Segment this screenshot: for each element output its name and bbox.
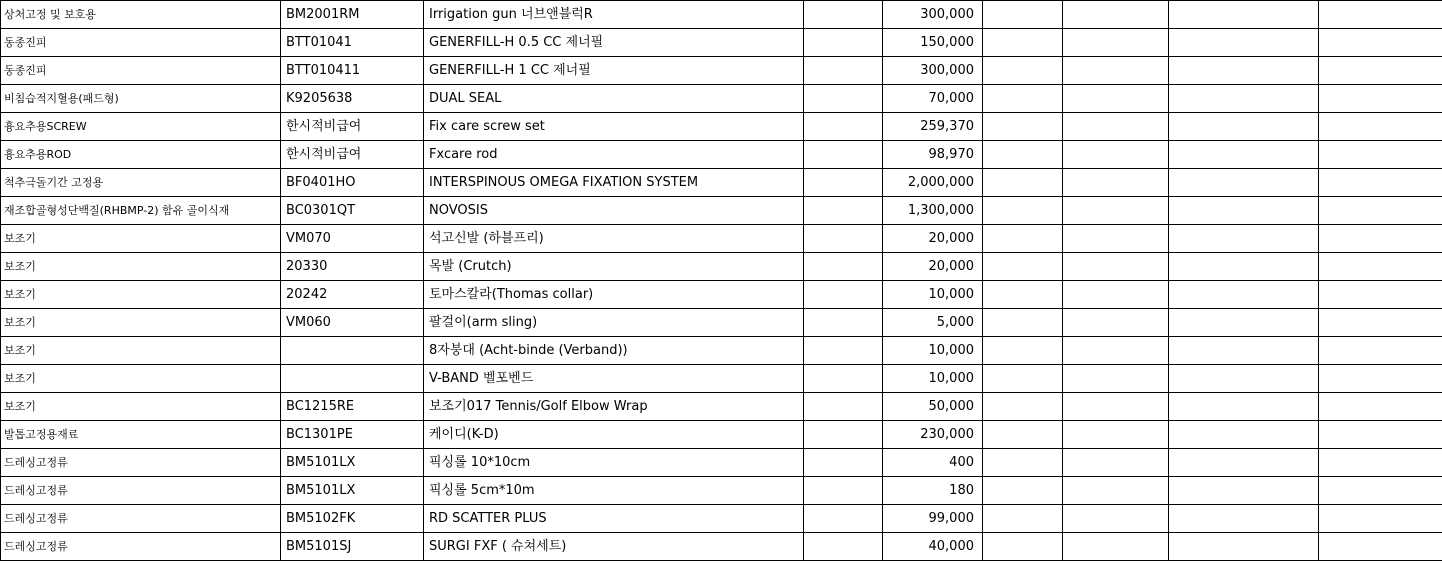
product-name-cell[interactable]: 토마스칼라(Thomas collar): [424, 281, 804, 309]
empty-cell[interactable]: [1063, 197, 1169, 225]
product-name-cell[interactable]: 픽싱롤 5cm*10m: [424, 477, 804, 505]
empty-cell[interactable]: [1169, 365, 1319, 393]
product-name-cell[interactable]: 8자붕대 (Acht-binde (Verband)): [424, 337, 804, 365]
empty-cell[interactable]: [1063, 57, 1169, 85]
category-cell[interactable]: 보조기: [1, 309, 281, 337]
empty-cell[interactable]: [804, 113, 883, 141]
empty-cell[interactable]: [1063, 421, 1169, 449]
product-name-cell[interactable]: DUAL SEAL: [424, 85, 804, 113]
category-cell[interactable]: 보조기: [1, 225, 281, 253]
empty-cell[interactable]: [1169, 225, 1319, 253]
category-cell[interactable]: 재조합골형성단백질(RHBMP-2) 함유 골이식재: [1, 197, 281, 225]
table-row: [1, 505, 1442, 533]
table-row: [1, 309, 1442, 337]
empty-cell[interactable]: [983, 533, 1063, 561]
empty-cell[interactable]: [983, 57, 1063, 85]
empty-cell[interactable]: [983, 141, 1063, 169]
empty-cell[interactable]: [804, 197, 883, 225]
product-name-cell[interactable]: Irrigation gun 너브앤블럭R: [424, 1, 804, 29]
empty-cell[interactable]: [983, 253, 1063, 281]
price-cell[interactable]: 300,000: [883, 57, 983, 85]
product-name-cell[interactable]: 팔걸이(arm sling): [424, 309, 804, 337]
table-row: [1, 85, 1442, 113]
table-row: [1, 477, 1442, 505]
table-row: [1, 393, 1442, 421]
empty-cell[interactable]: [983, 337, 1063, 365]
price-cell[interactable]: 10,000: [883, 337, 983, 365]
empty-cell[interactable]: [983, 85, 1063, 113]
empty-cell[interactable]: [804, 393, 883, 421]
empty-cell[interactable]: [1169, 449, 1319, 477]
category-cell[interactable]: 흉요추용SCREW: [1, 113, 281, 141]
spreadsheet-body: [1, 1, 1442, 561]
product-name-cell[interactable]: INTERSPINOUS OMEGA FIXATION SYSTEM: [424, 169, 804, 197]
category-cell[interactable]: 보조기: [1, 393, 281, 421]
code-cell[interactable]: 한시적비급여: [281, 113, 424, 141]
price-cell[interactable]: 300,000: [883, 1, 983, 29]
price-cell[interactable]: 99,000: [883, 505, 983, 533]
table-row: [1, 225, 1442, 253]
code-cell[interactable]: BM5102FK: [281, 505, 424, 533]
category-cell[interactable]: 보조기: [1, 365, 281, 393]
table-row: [1, 141, 1442, 169]
category-cell[interactable]: 동종진피: [1, 29, 281, 57]
empty-cell[interactable]: [804, 337, 883, 365]
empty-cell[interactable]: [1319, 1, 1442, 29]
product-name-cell[interactable]: 보조기017 Tennis/Golf Elbow Wrap: [424, 393, 804, 421]
category-cell[interactable]: 보조기: [1, 253, 281, 281]
empty-cell[interactable]: [1169, 85, 1319, 113]
empty-cell[interactable]: [1169, 57, 1319, 85]
table-row: [1, 57, 1442, 85]
table-row: [1, 421, 1442, 449]
empty-cell[interactable]: [1169, 309, 1319, 337]
empty-cell[interactable]: [983, 29, 1063, 57]
empty-cell[interactable]: [1319, 113, 1442, 141]
empty-cell[interactable]: [1319, 365, 1442, 393]
empty-cell[interactable]: [1319, 393, 1442, 421]
product-name-cell[interactable]: NOVOSIS: [424, 197, 804, 225]
category-cell[interactable]: 상처고정 및 보호용: [1, 1, 281, 29]
empty-cell[interactable]: [1063, 169, 1169, 197]
empty-cell[interactable]: [1319, 253, 1442, 281]
empty-cell[interactable]: [1063, 365, 1169, 393]
empty-cell[interactable]: [1169, 281, 1319, 309]
empty-cell[interactable]: [983, 113, 1063, 141]
empty-cell[interactable]: [804, 421, 883, 449]
empty-cell[interactable]: [1319, 29, 1442, 57]
category-cell[interactable]: 흉요추용ROD: [1, 141, 281, 169]
empty-cell[interactable]: [1169, 197, 1319, 225]
product-name-cell[interactable]: Fix care screw set: [424, 113, 804, 141]
code-cell[interactable]: K9205638: [281, 85, 424, 113]
code-cell[interactable]: BC1215RE: [281, 393, 424, 421]
empty-cell[interactable]: [804, 1, 883, 29]
price-cell[interactable]: 10,000: [883, 281, 983, 309]
category-cell[interactable]: 드레싱고정류: [1, 449, 281, 477]
category-cell[interactable]: 비침습적지혈용(패드형): [1, 85, 281, 113]
empty-cell[interactable]: [983, 421, 1063, 449]
empty-cell[interactable]: [1063, 309, 1169, 337]
price-cell[interactable]: 5,000: [883, 309, 983, 337]
price-cell[interactable]: 70,000: [883, 85, 983, 113]
table-row: [1, 365, 1442, 393]
empty-cell[interactable]: [804, 309, 883, 337]
empty-cell[interactable]: [1319, 477, 1442, 505]
table-row: [1, 449, 1442, 477]
table-row: [1, 197, 1442, 225]
empty-cell[interactable]: [1063, 337, 1169, 365]
product-name-cell[interactable]: Fxcare rod: [424, 141, 804, 169]
empty-cell[interactable]: [804, 253, 883, 281]
category-cell[interactable]: 척추극돌기간 고정용: [1, 169, 281, 197]
empty-cell[interactable]: [1169, 421, 1319, 449]
price-cell[interactable]: 98,970: [883, 141, 983, 169]
empty-cell[interactable]: [983, 169, 1063, 197]
empty-cell[interactable]: [1169, 337, 1319, 365]
empty-cell[interactable]: [983, 449, 1063, 477]
empty-cell[interactable]: [1063, 141, 1169, 169]
empty-cell[interactable]: [804, 365, 883, 393]
empty-cell[interactable]: [1319, 85, 1442, 113]
price-cell[interactable]: 230,000: [883, 421, 983, 449]
price-cell[interactable]: 180: [883, 477, 983, 505]
empty-cell[interactable]: [1319, 141, 1442, 169]
empty-cell[interactable]: [1169, 505, 1319, 533]
empty-cell[interactable]: [983, 505, 1063, 533]
table-row: [1, 169, 1442, 197]
empty-cell[interactable]: [1063, 477, 1169, 505]
table-row: [1, 253, 1442, 281]
empty-cell[interactable]: [983, 309, 1063, 337]
empty-cell[interactable]: [1169, 29, 1319, 57]
price-cell[interactable]: 10,000: [883, 365, 983, 393]
table-row: [1, 29, 1442, 57]
code-cell[interactable]: BTT01041: [281, 29, 424, 57]
empty-cell[interactable]: [983, 225, 1063, 253]
table-row: [1, 1, 1442, 29]
code-cell[interactable]: 20330: [281, 253, 424, 281]
price-cell[interactable]: 400: [883, 449, 983, 477]
code-cell[interactable]: 한시적비급여: [281, 141, 424, 169]
product-name-cell[interactable]: 목발 (Crutch): [424, 253, 804, 281]
product-name-cell[interactable]: GENERFILL-H 1 CC 제너필: [424, 57, 804, 85]
table-row: [1, 533, 1442, 561]
empty-cell[interactable]: [1063, 1, 1169, 29]
product-name-cell[interactable]: SURGI FXF ( 슈쳐세트): [424, 533, 804, 561]
category-cell[interactable]: 보조기: [1, 281, 281, 309]
empty-cell[interactable]: [1063, 449, 1169, 477]
product-name-cell[interactable]: 석고신발 (하블프리): [424, 225, 804, 253]
price-cell[interactable]: 40,000: [883, 533, 983, 561]
empty-cell[interactable]: [804, 169, 883, 197]
price-cell[interactable]: 2,000,000: [883, 169, 983, 197]
price-cell[interactable]: 50,000: [883, 393, 983, 421]
empty-cell[interactable]: [1319, 225, 1442, 253]
code-cell[interactable]: BM5101LX: [281, 449, 424, 477]
empty-cell[interactable]: [1319, 337, 1442, 365]
empty-cell[interactable]: [1319, 169, 1442, 197]
category-cell[interactable]: 동종진피: [1, 57, 281, 85]
empty-cell[interactable]: [983, 1, 1063, 29]
category-cell[interactable]: 드레싱고정류: [1, 533, 281, 561]
code-cell[interactable]: BM5101LX: [281, 477, 424, 505]
code-cell[interactable]: [281, 365, 424, 393]
price-cell[interactable]: 150,000: [883, 29, 983, 57]
empty-cell[interactable]: [1169, 253, 1319, 281]
empty-cell[interactable]: [983, 477, 1063, 505]
empty-cell[interactable]: [1169, 533, 1319, 561]
empty-cell[interactable]: [804, 225, 883, 253]
code-cell[interactable]: BC0301QT: [281, 197, 424, 225]
empty-cell[interactable]: [1063, 393, 1169, 421]
empty-cell[interactable]: [804, 449, 883, 477]
code-cell[interactable]: BM2001RM: [281, 1, 424, 29]
product-name-cell[interactable]: 케이디(K-D): [424, 421, 804, 449]
empty-cell[interactable]: [1169, 141, 1319, 169]
product-name-cell[interactable]: V-BAND 벨포벤드: [424, 365, 804, 393]
code-cell[interactable]: BC1301PE: [281, 421, 424, 449]
empty-cell[interactable]: [1319, 281, 1442, 309]
code-cell[interactable]: BF0401HO: [281, 169, 424, 197]
empty-cell[interactable]: [1169, 477, 1319, 505]
empty-cell[interactable]: [983, 197, 1063, 225]
category-cell[interactable]: 보조기: [1, 337, 281, 365]
code-cell[interactable]: VM060: [281, 309, 424, 337]
empty-cell[interactable]: [804, 477, 883, 505]
empty-cell[interactable]: [1319, 533, 1442, 561]
table-row: [1, 337, 1442, 365]
empty-cell[interactable]: [804, 505, 883, 533]
product-name-cell[interactable]: GENERFILL-H 0.5 CC 제너필: [424, 29, 804, 57]
empty-cell[interactable]: [1319, 505, 1442, 533]
category-cell[interactable]: 드레싱고정류: [1, 477, 281, 505]
empty-cell[interactable]: [1319, 57, 1442, 85]
empty-cell[interactable]: [804, 29, 883, 57]
empty-cell[interactable]: [983, 365, 1063, 393]
empty-cell[interactable]: [1319, 197, 1442, 225]
empty-cell[interactable]: [1063, 253, 1169, 281]
empty-cell[interactable]: [1063, 29, 1169, 57]
table-row: [1, 281, 1442, 309]
price-cell[interactable]: 20,000: [883, 253, 983, 281]
empty-cell[interactable]: [1063, 113, 1169, 141]
empty-cell[interactable]: [1169, 1, 1319, 29]
code-cell[interactable]: VM070: [281, 225, 424, 253]
empty-cell[interactable]: [804, 57, 883, 85]
empty-cell[interactable]: [1169, 169, 1319, 197]
empty-cell[interactable]: [1063, 225, 1169, 253]
empty-cell[interactable]: [1319, 421, 1442, 449]
empty-cell[interactable]: [1063, 85, 1169, 113]
empty-cell[interactable]: [804, 533, 883, 561]
product-name-cell[interactable]: RD SCATTER PLUS: [424, 505, 804, 533]
code-cell[interactable]: [281, 337, 424, 365]
code-cell[interactable]: 20242: [281, 281, 424, 309]
empty-cell[interactable]: [1063, 505, 1169, 533]
category-cell[interactable]: 드레싱고정류: [1, 505, 281, 533]
table-row: [1, 113, 1442, 141]
empty-cell[interactable]: [983, 281, 1063, 309]
empty-cell[interactable]: [1169, 393, 1319, 421]
price-cell[interactable]: 20,000: [883, 225, 983, 253]
empty-cell[interactable]: [1319, 449, 1442, 477]
empty-cell[interactable]: [1063, 533, 1169, 561]
empty-cell[interactable]: [804, 281, 883, 309]
product-name-cell[interactable]: 픽싱롤 10*10cm: [424, 449, 804, 477]
empty-cell[interactable]: [1169, 113, 1319, 141]
category-cell[interactable]: 발톱고정용재료: [1, 421, 281, 449]
empty-cell[interactable]: [983, 393, 1063, 421]
code-cell[interactable]: BTT010411: [281, 57, 424, 85]
empty-cell[interactable]: [1319, 309, 1442, 337]
empty-cell[interactable]: [804, 141, 883, 169]
price-cell[interactable]: 1,300,000: [883, 197, 983, 225]
empty-cell[interactable]: [1063, 281, 1169, 309]
price-cell[interactable]: 259,370: [883, 113, 983, 141]
code-cell[interactable]: BM5101SJ: [281, 533, 424, 561]
empty-cell[interactable]: [804, 85, 883, 113]
